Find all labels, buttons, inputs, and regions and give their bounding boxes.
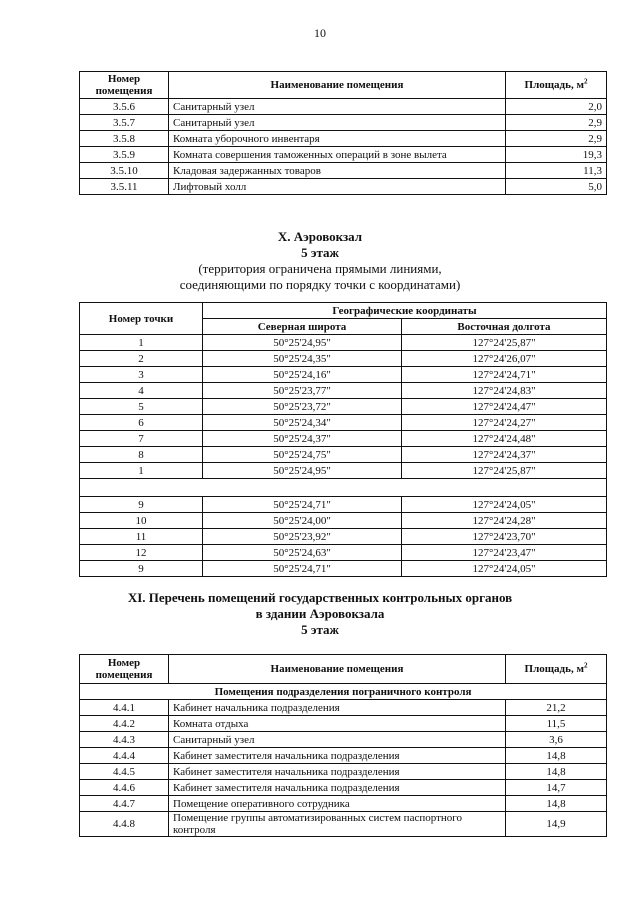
- table-row: [80, 131, 607, 147]
- room-area-cell: 21,2: [506, 700, 607, 716]
- section-11-heading: [0, 590, 640, 638]
- longitude-cell: 127°24'24,27": [402, 415, 607, 431]
- room-number-cell: 4.4.4: [80, 748, 169, 764]
- point-number-cell: 5: [80, 399, 203, 415]
- header-area: Площадь, $м^2$: [506, 72, 607, 99]
- point-number-cell: 9: [80, 561, 203, 577]
- header-point-number: Номер точки: [80, 303, 203, 335]
- table-row: [80, 529, 607, 545]
- room-number-cell: 4.4.7: [80, 796, 169, 812]
- header-room-name: Наименование помещения: [169, 655, 506, 684]
- longitude-cell: 127°24'24,05": [402, 497, 607, 513]
- table-row: [80, 716, 607, 732]
- section-title-line-1: XI. Перечень помещений государственных контрольных органов: [127, 590, 513, 605]
- table-row: [80, 163, 607, 179]
- rooms-table-2: [79, 654, 607, 837]
- room-name-cell: Комната совершения таможенных операций в зоне вылета: [169, 147, 506, 163]
- point-number-cell: 12: [80, 545, 203, 561]
- gap-cell: [80, 479, 607, 497]
- longitude-cell: 127°24'23,47": [402, 545, 607, 561]
- longitude-cell: 127°24'25,87": [402, 335, 607, 351]
- point-number-cell: 2: [80, 351, 203, 367]
- room-area-cell: 14,9: [506, 812, 607, 837]
- room-number-cell: 3.5.7: [80, 115, 169, 131]
- table-row: [80, 497, 607, 513]
- room-name-cell: Санитарный узел: [169, 115, 506, 131]
- room-name-cell: Санитарный узел: [169, 732, 506, 748]
- point-number-cell: 6: [80, 415, 203, 431]
- header-longitude: Восточная долгота: [402, 319, 607, 335]
- header-latitude: Северная широта: [203, 319, 402, 335]
- table-row: [80, 351, 607, 367]
- room-number-cell: 4.4.2: [80, 716, 169, 732]
- point-number-cell: 7: [80, 431, 203, 447]
- table-row: [80, 561, 607, 577]
- point-number-cell: 11: [80, 529, 203, 545]
- table-header-row: [80, 655, 607, 684]
- latitude-cell: 50°25'23,72": [203, 399, 402, 415]
- header-area: Площадь, $м^2$: [506, 655, 607, 684]
- latitude-cell: 50°25'24,95": [203, 463, 402, 479]
- table-row: [80, 383, 607, 399]
- table-row: [80, 463, 607, 479]
- room-name-cell: Санитарный узел: [169, 99, 506, 115]
- room-number-cell: 3.5.9: [80, 147, 169, 163]
- room-area-cell: 11,5: [506, 716, 607, 732]
- room-area-cell: 5,0: [506, 179, 607, 195]
- table-header-row: [80, 72, 607, 99]
- longitude-cell: 127°24'24,48": [402, 431, 607, 447]
- table-row: [80, 732, 607, 748]
- room-number-cell: 4.4.3: [80, 732, 169, 748]
- point-number-cell: 1: [80, 335, 203, 351]
- longitude-cell: 127°24'25,87": [402, 463, 607, 479]
- room-area-cell: 3,6: [506, 732, 607, 748]
- table-row: [80, 335, 607, 351]
- room-area-cell: 11,3: [506, 163, 607, 179]
- section-10-heading: [0, 229, 640, 293]
- room-name-cell: Помещение группы автоматизированных систем паспортного контроля: [169, 812, 506, 837]
- latitude-cell: 50°25'24,63": [203, 545, 402, 561]
- room-name-cell: Кабинет начальника подразделения: [169, 700, 506, 716]
- room-name-cell: Кабинет заместителя начальника подразделения: [169, 748, 506, 764]
- latitude-cell: 50°25'24,16": [203, 367, 402, 383]
- table-header-row: [80, 303, 607, 319]
- latitude-cell: 50°25'24,71": [203, 561, 402, 577]
- latitude-cell: 50°25'24,00": [203, 513, 402, 529]
- room-number-cell: 4.4.5: [80, 764, 169, 780]
- header-room-number: Номер помещения: [80, 72, 169, 99]
- room-area-cell: 14,8: [506, 748, 607, 764]
- room-number-cell: 4.4.6: [80, 780, 169, 796]
- section-note-line-2: соединяющими по порядку точки с координатами): [179, 277, 461, 292]
- room-number-cell: 4.4.8: [80, 812, 169, 837]
- table-row: [80, 367, 607, 383]
- room-number-cell: 3.5.8: [80, 131, 169, 147]
- table-row: [80, 764, 607, 780]
- room-name-cell: Кабинет заместителя начальника подразделения: [169, 764, 506, 780]
- room-area-cell: 2,0: [506, 99, 607, 115]
- room-area-cell: 19,3: [506, 147, 607, 163]
- point-number-cell: 8: [80, 447, 203, 463]
- room-name-cell: Лифтовый холл: [169, 179, 506, 195]
- table-row: [80, 179, 607, 195]
- section-note-line-1: (территория ограничена прямыми линиями,: [198, 261, 442, 276]
- table-row: [80, 147, 607, 163]
- longitude-cell: 127°24'24,05": [402, 561, 607, 577]
- latitude-cell: 50°25'24,95": [203, 335, 402, 351]
- latitude-cell: 50°25'24,34": [203, 415, 402, 431]
- table-row: [80, 447, 607, 463]
- longitude-cell: 127°24'24,37": [402, 447, 607, 463]
- longitude-cell: 127°24'24,47": [402, 399, 607, 415]
- room-name-cell: Комната отдыха: [169, 716, 506, 732]
- room-number-cell: 3.5.11: [80, 179, 169, 195]
- room-area-cell: 14,8: [506, 796, 607, 812]
- point-number-cell: 3: [80, 367, 203, 383]
- header-room-name: Наименование помещения: [169, 72, 506, 99]
- header-geo-coordinates: Географические координаты: [203, 303, 607, 319]
- latitude-cell: 50°25'23,92": [203, 529, 402, 545]
- room-area-cell: 2,9: [506, 131, 607, 147]
- latitude-cell: 50°25'24,35": [203, 351, 402, 367]
- section-floor: 5 этаж: [301, 622, 339, 637]
- room-name-cell: Кабинет заместителя начальника подразделения: [169, 780, 506, 796]
- room-number-cell: 4.4.1: [80, 700, 169, 716]
- page-number: 10: [314, 26, 326, 40]
- latitude-cell: 50°25'24,71": [203, 497, 402, 513]
- point-number-cell: 10: [80, 513, 203, 529]
- table-row: [80, 513, 607, 529]
- section-floor: 5 этаж: [301, 245, 339, 260]
- latitude-cell: 50°25'24,75": [203, 447, 402, 463]
- header-room-number: Номер помещения: [80, 655, 169, 684]
- latitude-cell: 50°25'24,37": [203, 431, 402, 447]
- room-area-cell: 2,9: [506, 115, 607, 131]
- section-title-line-2: в здании Аэровокзала: [255, 606, 385, 621]
- latitude-cell: 50°25'23,77": [203, 383, 402, 399]
- table-subheader-row: [80, 684, 607, 700]
- table-row: [80, 99, 607, 115]
- table-row: [80, 431, 607, 447]
- table-row: [80, 700, 607, 716]
- room-name-cell: Комната уборочного инвентаря: [169, 131, 506, 147]
- coordinates-table: [79, 302, 607, 577]
- table-row: [80, 115, 607, 131]
- longitude-cell: 127°24'24,28": [402, 513, 607, 529]
- room-area-cell: 14,8: [506, 764, 607, 780]
- room-name-cell: Помещение оперативного сотрудника: [169, 796, 506, 812]
- longitude-cell: 127°24'26,07": [402, 351, 607, 367]
- room-name-cell: Кладовая задержанных товаров: [169, 163, 506, 179]
- table-gap-row: [80, 479, 607, 497]
- room-number-cell: 3.5.6: [80, 99, 169, 115]
- point-number-cell: 4: [80, 383, 203, 399]
- table-row: [80, 545, 607, 561]
- section-title: X. Аэровокзал: [277, 229, 363, 244]
- point-number-cell: 1: [80, 463, 203, 479]
- subheader-border-control: Помещения подразделения пограничного контроля: [80, 684, 607, 700]
- room-number-cell: 3.5.10: [80, 163, 169, 179]
- point-number-cell: 9: [80, 497, 203, 513]
- rooms-table-1: [79, 71, 607, 195]
- table-row: [80, 812, 607, 837]
- table-row: [80, 748, 607, 764]
- table-row: [80, 796, 607, 812]
- table-row: [80, 415, 607, 431]
- room-area-cell: 14,7: [506, 780, 607, 796]
- table-row: [80, 399, 607, 415]
- longitude-cell: 127°24'24,83": [402, 383, 607, 399]
- longitude-cell: 127°24'23,70": [402, 529, 607, 545]
- table-row: [80, 780, 607, 796]
- longitude-cell: 127°24'24,71": [402, 367, 607, 383]
